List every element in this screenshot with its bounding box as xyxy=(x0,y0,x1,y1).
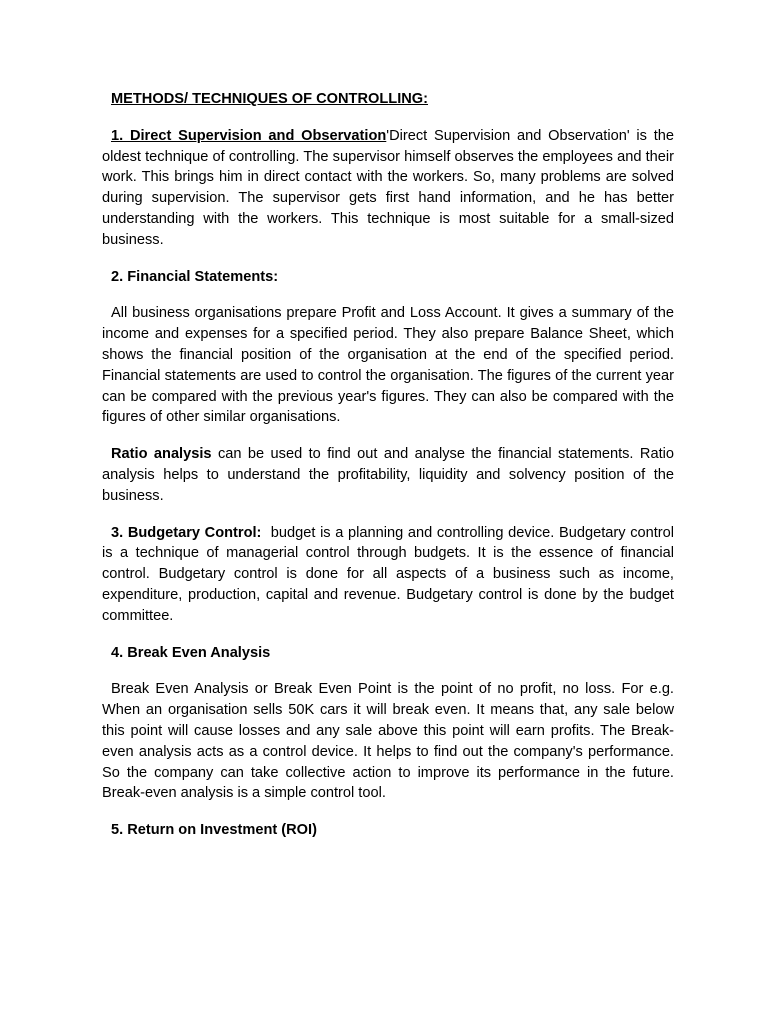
section-1-heading: 1. Direct Supervision and Observation xyxy=(111,127,387,144)
document-title: METHODS/ TECHNIQUES OF CONTROLLING: xyxy=(111,91,429,107)
section-1-body: 'Direct Supervision and Observation' is the oldest technique of controlling. The supervisor himself observes the employees and their work. This brings him in direct contact with the workers. So, many problems are solved during supervision. The supervisor gets first hand information, and he has better understanding with the workers. This technique is most suitable for a small-sized business. xyxy=(102,127,674,248)
section-2-heading: 2. Financial Statements: xyxy=(111,268,279,285)
section-3-body: budget is a planning and controlling device. Budgetary control is a technique of managerial control through budgets. It is the essence of financial control. Budgetary control is done for all aspects of a business such as income, expenditure, production, capital and revenue. Budgetary control is done by the budget committee. xyxy=(102,524,675,624)
section-2-body: All business organisations prepare Profit and Loss Account. It gives a summary of the income and expenses for a specified period. They also prepare Balance Sheet, which shows the financial position of the organisation at the end of the specified period. Financial statements are used to control the organisation. The figures of the current year can be compared with the previous year's figures. They can also be compared with the figures of other similar organisations. xyxy=(102,305,674,426)
section-3-paragraph xyxy=(102,523,674,627)
ratio-analysis-body: can be used to find out and analyse the financial statements. Ratio analysis helps to understand the profitability, liquidity and solvency position of the business. xyxy=(102,446,674,504)
section-5-heading: 5. Return on Investment (ROI) xyxy=(111,822,317,839)
ratio-analysis-lead: Ratio analysis xyxy=(111,446,212,463)
section-4-heading: 4. Break Even Analysis xyxy=(111,644,271,661)
section-3-heading: 3. Budgetary Control: xyxy=(111,524,262,541)
ratio-analysis-paragraph xyxy=(102,444,674,506)
section-4-body: Break Even Analysis or Break Even Point is the point of no profit, no loss. For e.g. When an organisation sells 50K cars it will break even. It means that, any sale below this point will cause losses and any sale above this point will earn profits. The Break-even analysis acts as a control device. It helps to find out the company's performance. So the company can take collective action to improve its performance in the future. Break-even analysis is a simple control tool. xyxy=(102,681,674,802)
document-page xyxy=(102,89,674,857)
section-1-paragraph xyxy=(102,126,674,251)
